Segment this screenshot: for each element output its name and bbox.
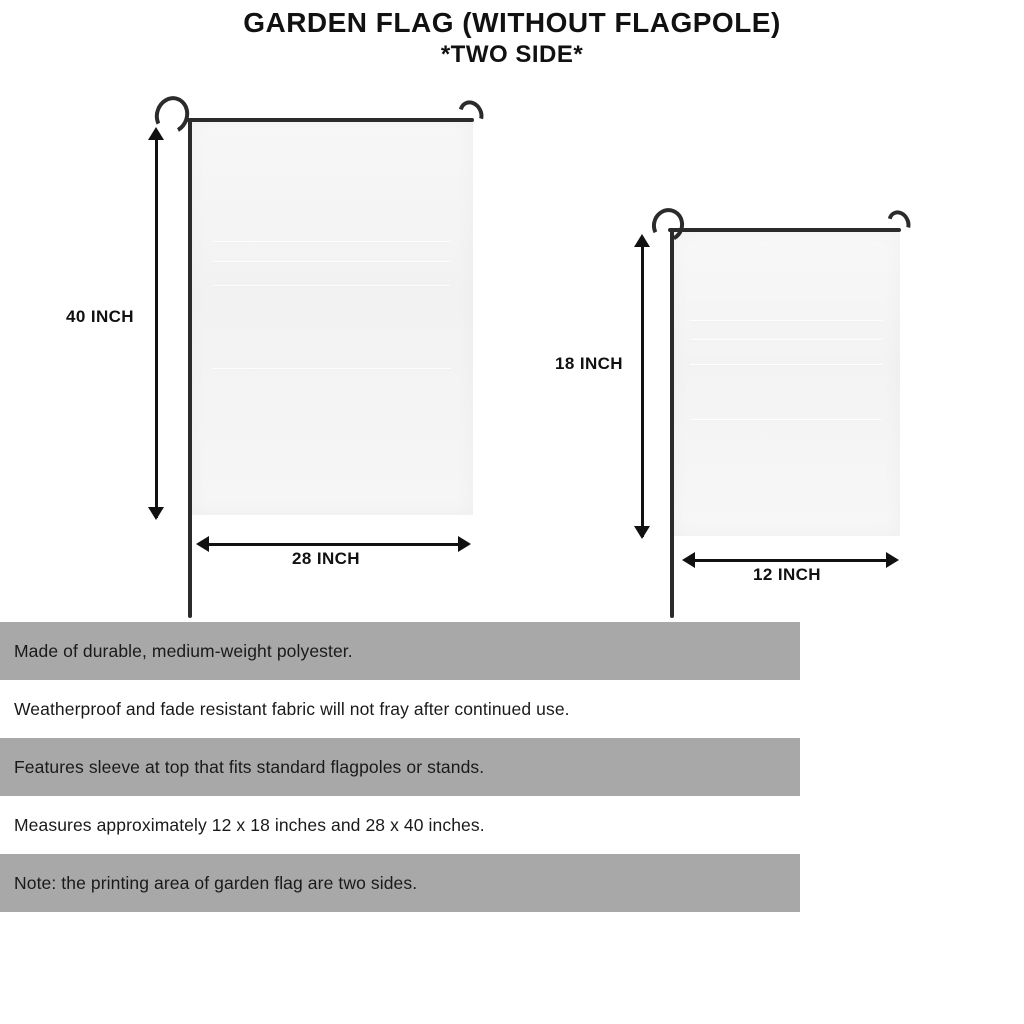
large-flag-fabric (190, 118, 473, 515)
small-width-arrow-right (886, 552, 899, 568)
small-flag-width-line (690, 559, 893, 562)
small-height-arrow-top (634, 234, 650, 247)
large-flag-height-label: 40 INCH (66, 307, 134, 326)
large-flag-width-line (204, 543, 465, 546)
title-secondary: *TWO SIDE* (440, 41, 584, 68)
feature-text: Note: the printing area of garden flag are two sides. (14, 872, 418, 893)
large-height-arrow-top (148, 127, 164, 140)
feature-text: Weatherproof and fade resistant fabric will not fray after continued use. (14, 698, 570, 719)
list-item (0, 680, 800, 738)
small-flag-width-label: 12 INCH (753, 565, 821, 584)
small-flag-height-line (641, 243, 644, 537)
large-width-arrow-left (196, 536, 209, 552)
large-flag-width-label: 28 INCH (292, 549, 360, 568)
feature-text: Measures approximately 12 x 18 inches and 28 x 40 inches. (14, 814, 485, 835)
list-item (0, 622, 800, 680)
list-item (0, 796, 800, 854)
large-height-arrow-bottom (148, 507, 164, 520)
small-flag-fabric (672, 228, 900, 536)
feature-list (0, 622, 800, 912)
small-height-arrow-bottom (634, 526, 650, 539)
title-primary: GARDEN FLAG (WITHOUT FLAGPOLE) (243, 7, 781, 38)
list-item (0, 738, 800, 796)
large-width-arrow-right (458, 536, 471, 552)
feature-text: Features sleeve at top that fits standard flagpoles or stands. (14, 756, 485, 777)
page-title (0, 6, 1024, 70)
small-width-arrow-left (682, 552, 695, 568)
large-flag-height-line (155, 135, 158, 518)
list-item (0, 854, 800, 912)
feature-text: Made of durable, medium-weight polyester. (14, 640, 353, 661)
small-flag-height-label: 18 INCH (555, 354, 623, 373)
